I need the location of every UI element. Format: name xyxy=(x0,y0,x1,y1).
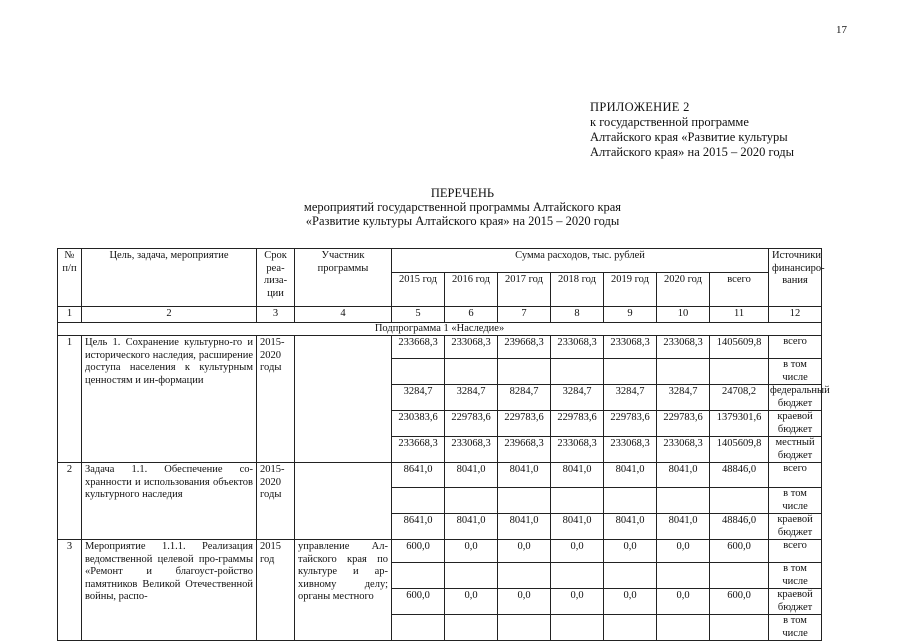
cell-amount: 3284,7 xyxy=(392,385,445,411)
cell-total: 24708,2 xyxy=(710,385,769,411)
cell-source: краевой бюджет xyxy=(769,589,822,615)
cell-amount xyxy=(657,615,710,641)
column-index: 3 xyxy=(257,307,295,323)
cell-amount: 233068,3 xyxy=(445,437,498,463)
cell-amount: 0,0 xyxy=(657,589,710,615)
row-term: 2015 год xyxy=(257,540,295,641)
header-sum: Сумма расходов, тыс. рублей xyxy=(392,249,769,273)
cell-amount: 0,0 xyxy=(604,540,657,563)
cell-source: всего xyxy=(769,540,822,563)
cell-source: в том числе xyxy=(769,563,822,589)
cell-amount xyxy=(445,563,498,589)
cell-amount xyxy=(551,359,604,385)
cell-total: 48846,0 xyxy=(710,463,769,488)
cell-source: федеральный бюджет xyxy=(770,385,830,409)
cell-amount: 229783,6 xyxy=(445,411,498,437)
cell-amount xyxy=(657,488,710,514)
cell-total: 1379301,6 xyxy=(710,411,769,437)
cell-amount: 233668,3 xyxy=(392,437,445,463)
document-title-line-2: мероприятий государственной программы Алтайского края xyxy=(303,200,622,214)
document-title xyxy=(0,186,905,228)
cell-amount xyxy=(498,563,551,589)
cell-source: всего xyxy=(769,336,822,359)
column-index: 5 xyxy=(392,307,445,323)
table-row xyxy=(58,336,822,359)
cell-amount: 3284,7 xyxy=(604,385,657,411)
cell-amount xyxy=(392,488,445,514)
subprogram-title: Подпрограмма 1 «Наследие» xyxy=(58,322,822,336)
cell-amount: 239668,3 xyxy=(498,336,551,359)
cell-amount: 233668,3 xyxy=(392,336,445,359)
cell-amount: 8041,0 xyxy=(551,514,604,540)
header-goal: Цель, задача, мероприятие xyxy=(82,249,257,307)
cell-amount: 233068,3 xyxy=(657,437,710,463)
cell-amount xyxy=(498,615,551,641)
header-year: 2015 год xyxy=(392,273,445,307)
cell-amount: 229783,6 xyxy=(657,411,710,437)
cell-amount: 8641,0 xyxy=(392,463,445,488)
cell-amount: 0,0 xyxy=(657,540,710,563)
cell-amount: 239668,3 xyxy=(498,437,551,463)
appendix-line-3: Алтайского края» на 2015 – 2020 годы xyxy=(590,145,794,159)
cell-amount xyxy=(551,615,604,641)
cell-source: местный бюджет xyxy=(769,437,822,463)
header-year: 2020 год xyxy=(657,273,710,307)
column-index: 7 xyxy=(498,307,551,323)
header-year: 2016 год xyxy=(445,273,498,307)
table-row xyxy=(58,463,822,488)
header-total: всего xyxy=(710,273,769,307)
cell-amount: 230383,6 xyxy=(392,411,445,437)
header-term: Срок реа-лиза-ции xyxy=(257,249,295,307)
cell-amount: 233068,3 xyxy=(604,336,657,359)
column-index: 1 xyxy=(58,307,82,323)
row-number: 3 xyxy=(58,540,82,641)
cell-amount xyxy=(445,488,498,514)
appendix-title: ПРИЛОЖЕНИЕ 2 xyxy=(590,100,690,114)
row-number: 2 xyxy=(58,463,82,540)
column-index: 10 xyxy=(657,307,710,323)
cell-amount xyxy=(445,359,498,385)
cell-amount: 233068,3 xyxy=(445,336,498,359)
cell-amount: 8041,0 xyxy=(498,463,551,488)
header-year: 2017 год xyxy=(498,273,551,307)
cell-amount xyxy=(392,359,445,385)
cell-amount: 0,0 xyxy=(551,540,604,563)
cell-total: 1405609,8 xyxy=(710,437,769,463)
cell-amount xyxy=(392,563,445,589)
cell-amount: 3284,7 xyxy=(551,385,604,411)
cell-source: в том числе xyxy=(769,488,822,514)
cell-amount xyxy=(657,563,710,589)
header-participant: Участник программы xyxy=(295,249,392,307)
cell-amount: 0,0 xyxy=(498,589,551,615)
cell-amount: 8041,0 xyxy=(498,514,551,540)
cell-amount: 600,0 xyxy=(392,589,445,615)
cell-amount: 8041,0 xyxy=(657,463,710,488)
row-participant xyxy=(295,463,392,540)
cell-total: 1405609,8 xyxy=(710,336,769,359)
column-index: 12 xyxy=(769,307,822,323)
appendix-line-2: Алтайского края «Развитие культуры xyxy=(590,130,788,144)
cell-amount xyxy=(604,563,657,589)
cell-amount xyxy=(498,359,551,385)
cell-total xyxy=(710,359,769,385)
table-row xyxy=(58,540,822,563)
column-index: 11 xyxy=(710,307,769,323)
cell-total xyxy=(710,488,769,514)
column-index: 4 xyxy=(295,307,392,323)
cell-amount: 0,0 xyxy=(445,540,498,563)
column-index-row xyxy=(58,307,822,323)
cell-amount xyxy=(392,615,445,641)
cell-amount: 229783,6 xyxy=(498,411,551,437)
cell-total xyxy=(710,615,769,641)
cell-amount xyxy=(551,488,604,514)
cell-amount: 233068,3 xyxy=(657,336,710,359)
cell-amount: 3284,7 xyxy=(657,385,710,411)
cell-source: краевой бюджет xyxy=(769,411,822,437)
cell-amount: 229783,6 xyxy=(604,411,657,437)
cell-source: всего xyxy=(769,463,822,488)
column-index: 8 xyxy=(551,307,604,323)
cell-amount: 8041,0 xyxy=(604,463,657,488)
cell-amount: 0,0 xyxy=(551,589,604,615)
cell-amount xyxy=(551,563,604,589)
cell-amount xyxy=(604,488,657,514)
row-term: 2015-2020 годы xyxy=(257,463,295,540)
column-index: 6 xyxy=(445,307,498,323)
cell-total: 600,0 xyxy=(710,540,769,563)
header-sources: Источники финансиро-вания xyxy=(769,249,822,307)
appendix-line-1: к государственной программе xyxy=(590,115,749,129)
cell-amount: 0,0 xyxy=(498,540,551,563)
row-term: 2015-2020 годы xyxy=(257,336,295,463)
header-year: 2019 год xyxy=(604,273,657,307)
cell-amount: 0,0 xyxy=(604,589,657,615)
cell-total xyxy=(710,563,769,589)
cell-amount: 8041,0 xyxy=(445,514,498,540)
cell-amount: 8041,0 xyxy=(551,463,604,488)
measures-table xyxy=(57,248,830,641)
document-title-line-3: «Развитие культуры Алтайского края» на 2015 – 2020 годы xyxy=(305,214,620,228)
header-num: № п/п xyxy=(58,249,82,307)
cell-amount xyxy=(657,359,710,385)
row-goal: Мероприятие 1.1.1. Реализация ведомственной целевой про-граммы «Ремонт и благоуст-ройство памятников Великой Отечественной войны, распо- xyxy=(82,540,257,641)
document-title-line-1: ПЕРЕЧЕНЬ xyxy=(430,186,495,200)
cell-total: 600,0 xyxy=(710,589,769,615)
cell-amount xyxy=(604,615,657,641)
cell-amount: 233068,3 xyxy=(551,336,604,359)
cell-amount: 600,0 xyxy=(392,540,445,563)
column-index: 9 xyxy=(604,307,657,323)
cell-source: в том числе xyxy=(769,615,822,641)
cell-amount xyxy=(604,359,657,385)
cell-amount: 8041,0 xyxy=(604,514,657,540)
row-number: 1 xyxy=(58,336,82,463)
column-index: 2 xyxy=(82,307,257,323)
cell-amount xyxy=(445,615,498,641)
cell-amount: 233068,3 xyxy=(604,437,657,463)
cell-source: в том числе xyxy=(769,359,822,385)
cell-amount: 8641,0 xyxy=(392,514,445,540)
cell-amount: 8041,0 xyxy=(657,514,710,540)
cell-amount: 233068,3 xyxy=(551,437,604,463)
cell-amount: 8284,7 xyxy=(498,385,551,411)
cell-amount: 0,0 xyxy=(445,589,498,615)
row-goal: Задача 1.1. Обеспечение со-хранности и использования объектов культурного наследия xyxy=(82,463,257,540)
row-goal: Цель 1. Сохранение культурно-го и исторического наследия, расширение доступа населения к культурным ценностям и ин-формации xyxy=(82,336,257,463)
cell-source: краевой бюджет xyxy=(769,514,822,540)
cell-amount: 3284,7 xyxy=(445,385,498,411)
cell-amount: 8041,0 xyxy=(445,463,498,488)
header-year: 2018 год xyxy=(551,273,604,307)
page-number: 17 xyxy=(836,24,847,36)
cell-amount: 229783,6 xyxy=(551,411,604,437)
cell-amount xyxy=(498,488,551,514)
appendix-header xyxy=(590,100,794,160)
cell-total: 48846,0 xyxy=(710,514,769,540)
row-participant: управление Ал-тайского края по культуре и ар-хивному делу; органы местного xyxy=(295,540,392,641)
row-participant xyxy=(295,336,392,463)
